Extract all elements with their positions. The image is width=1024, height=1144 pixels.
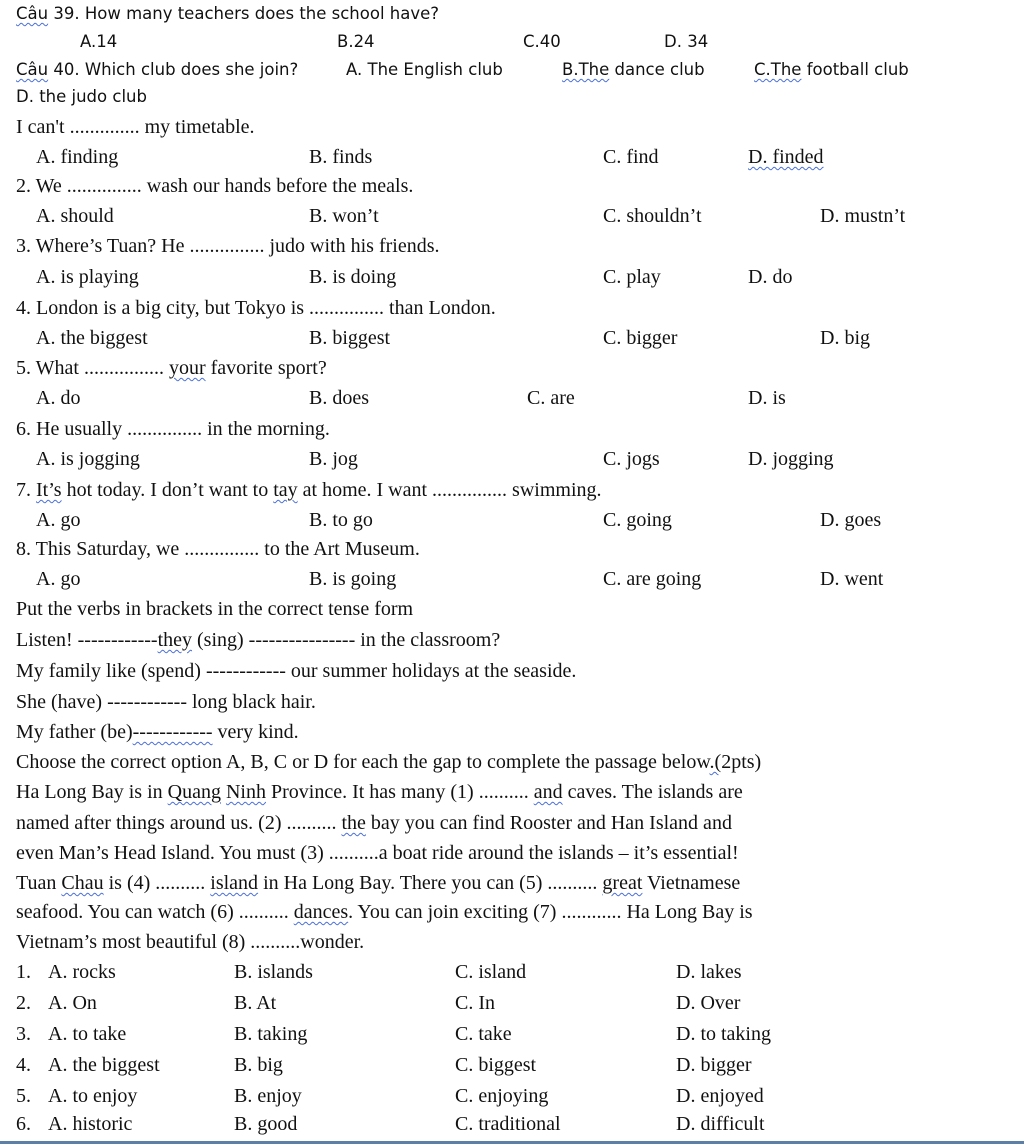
option-a: A.14 <box>80 32 118 51</box>
passage-text: seafood. You can watch (6) .......... dances. You can join exciting (7) ............ Ha Long Bay is <box>16 901 753 923</box>
option-d: D. finded <box>748 146 824 168</box>
option-b: B. big <box>234 1054 283 1076</box>
passage-text: Ha Long Bay is in Quang Ninh Province. It has many (1) .......... and caves. The islands are <box>16 781 743 803</box>
option-c: C. jogs <box>603 448 660 470</box>
verbs-line-1 <box>0 629 1024 659</box>
option-d: D. do <box>748 266 793 288</box>
passage-line-6 <box>0 931 1024 961</box>
verb-sentence: Listen! ------------they (sing) ---------------- in the classroom? <box>16 629 501 651</box>
option-b: B. finds <box>309 146 373 168</box>
option-a: A. go <box>36 509 81 531</box>
passage-text: Vietnam’s most beautiful (8) ..........wonder. <box>16 931 365 953</box>
mc-question-1 <box>0 116 1024 146</box>
question-text: 4. London is a big city, but Tokyo is ............... than London. <box>16 297 496 319</box>
mc-question-7 <box>0 479 1024 509</box>
option-d: D. 34 <box>664 32 709 51</box>
option-c: C. In <box>455 992 495 1014</box>
question-text: 7. It’s hot today. I don’t want to tay at home. I want ............... swimming. <box>16 479 602 501</box>
mc-question-5 <box>0 357 1024 387</box>
mc-options-3 <box>0 266 1024 296</box>
answer-row-2 <box>0 992 1024 1022</box>
option-c: C. take <box>455 1023 512 1045</box>
option-d: D. bigger <box>676 1054 752 1076</box>
option-c: C. are going <box>603 568 702 590</box>
option-b: B.The dance club <box>562 60 705 79</box>
option-b: B. taking <box>234 1023 308 1045</box>
option-b: B. biggest <box>309 327 391 349</box>
passage-heading <box>0 751 1024 781</box>
mc-options-4 <box>0 327 1024 357</box>
passage-line-5 <box>0 901 1024 931</box>
option-a: A. to enjoy <box>48 1085 138 1107</box>
passage-line-1 <box>0 781 1024 811</box>
option-b: B. good <box>234 1113 298 1135</box>
answer-number: 6. <box>16 1113 31 1135</box>
mc-options-5 <box>0 387 1024 417</box>
mc-question-8 <box>0 538 1024 568</box>
option-a: A. finding <box>36 146 119 168</box>
question-40-option-d-line <box>0 87 1024 117</box>
mc-question-4 <box>0 297 1024 327</box>
mc-question-6 <box>0 418 1024 448</box>
option-b: B. jog <box>309 448 358 470</box>
mc-options-6 <box>0 448 1024 478</box>
option-c: C.The football club <box>754 60 909 79</box>
passage-line-3 <box>0 842 1024 872</box>
option-d: D. Over <box>676 992 741 1014</box>
option-a: A. is jogging <box>36 448 140 470</box>
option-b: B.24 <box>337 32 375 51</box>
answer-number: 4. <box>16 1054 31 1076</box>
option-c: C. going <box>603 509 672 531</box>
verb-sentence: My father (be)------------ very kind. <box>16 721 299 743</box>
option-a: A. should <box>36 205 114 227</box>
mc-question-3 <box>0 235 1024 265</box>
option-b: B. is doing <box>309 266 397 288</box>
option-d: D. jogging <box>748 448 834 470</box>
option-a: A. is playing <box>36 266 139 288</box>
answer-row-4 <box>0 1054 1024 1084</box>
option-b: B. does <box>309 387 369 409</box>
question-text: 3. Where’s Tuan? He ............... judo with his friends. <box>16 235 440 257</box>
option-a: A. do <box>36 387 81 409</box>
answer-number: 5. <box>16 1085 31 1107</box>
option-d: D. to taking <box>676 1023 771 1045</box>
verbs-heading <box>0 598 1024 628</box>
option-d: D. big <box>820 327 870 349</box>
option-a: A. to take <box>48 1023 127 1045</box>
verbs-line-3 <box>0 691 1024 721</box>
option-a: A. go <box>36 568 81 590</box>
option-d: D. is <box>748 387 786 409</box>
option-a: A. the biggest <box>48 1054 160 1076</box>
mc-options-2 <box>0 205 1024 235</box>
option-b: B. islands <box>234 961 313 983</box>
option-d: D. difficult <box>676 1113 765 1135</box>
option-b: B. is going <box>309 568 397 590</box>
question-text: 6. He usually ............... in the morning. <box>16 418 330 440</box>
option-d: D. went <box>820 568 884 590</box>
answer-row-5 <box>0 1085 1024 1115</box>
option-c: C. traditional <box>455 1113 561 1135</box>
question-text: I can't .............. my timetable. <box>16 116 255 138</box>
question-text: 8. This Saturday, we ............... to the Art Museum. <box>16 538 420 560</box>
verb-sentence: My family like (spend) ------------ our summer holidays at the seaside. <box>16 660 577 682</box>
option-b: B. enjoy <box>234 1085 302 1107</box>
passage-line-4 <box>0 872 1024 902</box>
option-c: C. shouldn’t <box>603 205 702 227</box>
question-39-text: Câu 39. How many teachers does the school have? <box>16 4 440 23</box>
option-b: B. to go <box>309 509 373 531</box>
option-c: C. enjoying <box>455 1085 549 1107</box>
section-heading: Put the verbs in brackets in the correct tense form <box>16 598 414 620</box>
question-text: 5. What ................ your favorite sport? <box>16 357 327 379</box>
passage-line-2 <box>0 812 1024 842</box>
option-c: C. are <box>527 387 575 409</box>
section-heading: Choose the correct option A, B, C or D for each the gap to complete the passage below.(2pts) <box>16 751 762 773</box>
question-40-text: Câu 40. Which club does she join? <box>16 60 299 79</box>
option-c: C. find <box>603 146 659 168</box>
verbs-line-2 <box>0 660 1024 690</box>
mc-options-8 <box>0 568 1024 598</box>
question-39-options <box>0 32 1024 62</box>
option-a: A. historic <box>48 1113 133 1135</box>
verb-sentence: She (have) ------------ long black hair. <box>16 691 316 713</box>
answer-number: 3. <box>16 1023 31 1045</box>
option-d: D. lakes <box>676 961 742 983</box>
question-40 <box>0 60 1024 90</box>
option-a: A. The English club <box>346 60 503 79</box>
option-a: A. rocks <box>48 961 116 983</box>
verbs-line-4 <box>0 721 1024 751</box>
mc-options-1 <box>0 146 1024 176</box>
option-c: C. play <box>603 266 661 288</box>
option-a: A. On <box>48 992 97 1014</box>
option-b: B. won’t <box>309 205 379 227</box>
answer-row-6 <box>0 1113 1024 1143</box>
answer-number: 2. <box>16 992 31 1014</box>
option-a: A. the biggest <box>36 327 148 349</box>
answer-row-1 <box>0 961 1024 991</box>
option-d: D. the judo club <box>16 87 147 106</box>
option-d: D. mustn’t <box>820 205 906 227</box>
option-c: C. island <box>455 961 527 983</box>
question-39 <box>0 4 1024 34</box>
option-d: D. goes <box>820 509 882 531</box>
passage-text: Tuan Chau is (4) .......... island in Ha Long Bay. There you can (5) .......... great Vietnamese <box>16 872 741 894</box>
option-c: C. biggest <box>455 1054 537 1076</box>
option-c: C. bigger <box>603 327 678 349</box>
passage-text: even Man’s Head Island. You must (3) ..........a boat ride around the islands – it’s essential! <box>16 842 739 864</box>
passage-text: named after things around us. (2) .......... the bay you can find Rooster and Han Island and <box>16 812 732 834</box>
mc-options-7 <box>0 509 1024 539</box>
answer-number: 1. <box>16 961 31 983</box>
option-d: D. enjoyed <box>676 1085 764 1107</box>
option-b: B. At <box>234 992 277 1014</box>
mc-question-2 <box>0 175 1024 205</box>
question-text: 2. We ............... wash our hands before the meals. <box>16 175 414 197</box>
option-c: C.40 <box>523 32 561 51</box>
answer-row-3 <box>0 1023 1024 1053</box>
